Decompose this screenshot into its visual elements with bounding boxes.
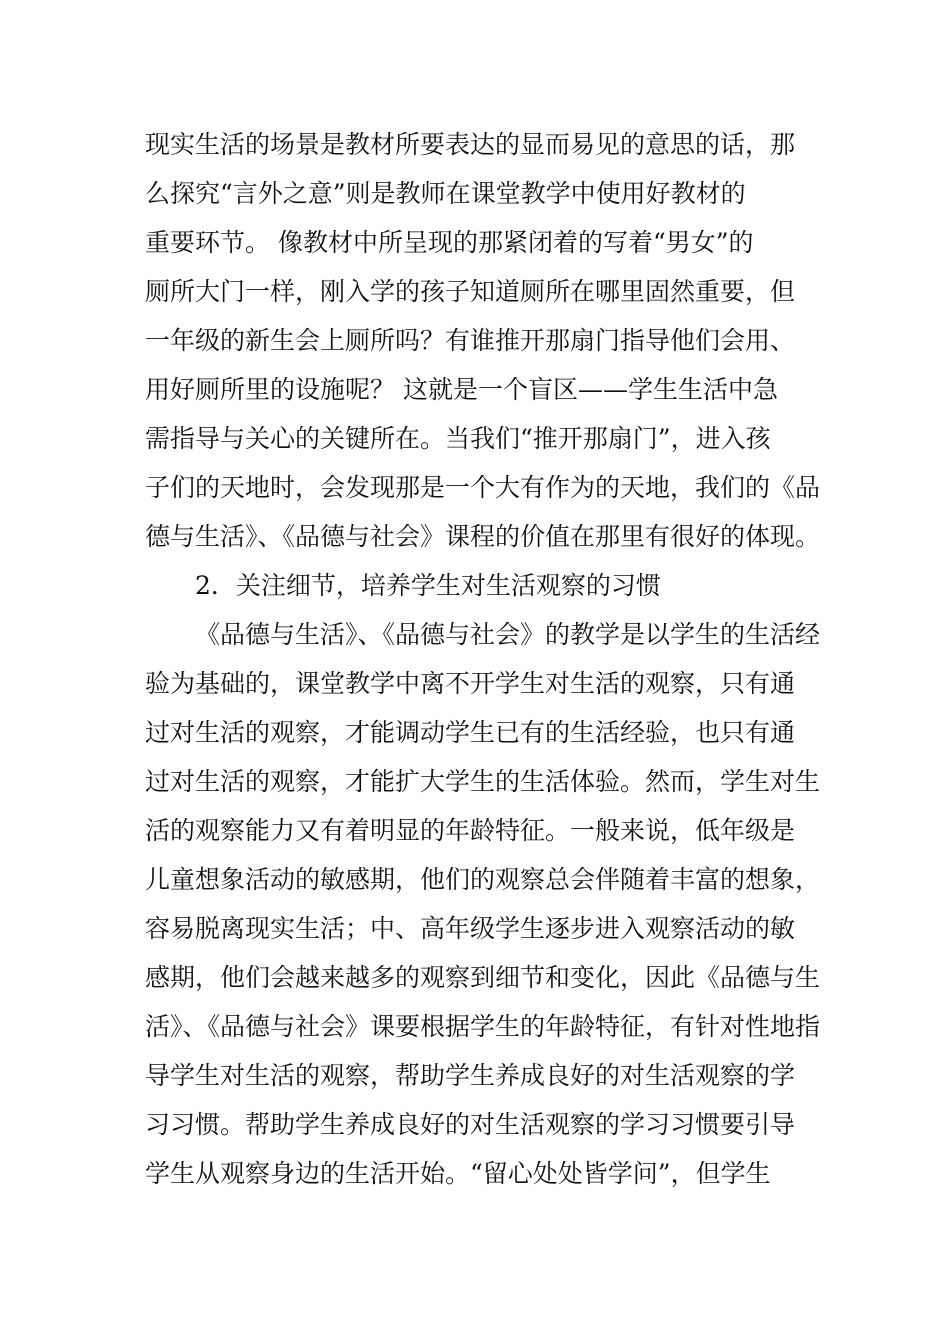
paragraph-line: 容易脱离现实生活；中、高年级学生逐步进入观察活动的敏: [145, 914, 796, 943]
paragraph-line: 活》、《品德与社会》课要根据学生的年龄特征，有针对性地指: [145, 1012, 821, 1041]
paragraph-line: 么探究“言外之意”则是教师在课堂教学中使用好教材的: [145, 179, 746, 208]
paragraph-line: 《品德与生活》、《品德与社会》的教学是以学生的生活经: [195, 620, 821, 649]
paragraph-line: 需指导与关心的关键所在。当我们“推开那扇门”，进入孩: [145, 424, 771, 453]
paragraph-line: 导学生对生活的观察，帮助学生养成良好的对生活观察的学: [145, 1061, 796, 1090]
paragraph-line: 重要环节。 像教材中所呈现的那紧闭着的写着“男女”的: [145, 228, 754, 257]
paragraph-line: 活的观察能力又有着明显的年龄特征。一般来说，低年级是: [145, 816, 796, 845]
paragraph-line: 习习惯。帮助学生养成良好的对生活观察的学习习惯要引导: [145, 1110, 796, 1139]
section-heading: 2．关注细节，培养学生对生活观察的习惯: [195, 571, 661, 600]
paragraph-line: 子们的天地时，会发现那是一个大有作为的天地，我们的《品: [145, 473, 821, 502]
paragraph-line: 现实生活的场景是教材所要表达的显而易见的意思的话，那: [145, 130, 796, 159]
paragraph-line: 儿童想象活动的敏感期，他们的观察总会伴随着丰富的想象，: [145, 865, 821, 894]
paragraph-line: 过对生活的观察，才能调动学生已有的生活经验，也只有通: [145, 718, 796, 747]
paragraph-line: 感期，他们会越来越多的观察到细节和变化，因此《品德与生: [145, 963, 821, 992]
paragraph-line: 验为基础的，课堂教学中离不开学生对生活的观察，只有通: [145, 669, 796, 698]
paragraph-line: 一年级的新生会上厕所吗？有谁推开那扇门指导他们会用、: [145, 326, 796, 355]
paragraph-line: 学生从观察身边的生活开始。“留心处处皆学问”，但学生: [145, 1159, 771, 1188]
paragraph-line: 过对生活的观察，才能扩大学生的生活体验。然而，学生对生: [145, 767, 821, 796]
paragraph-line: 德与生活》、《品德与社会》课程的价值在那里有很好的体现。: [145, 522, 821, 551]
paragraph-line: 用好厕所里的设施呢？ 这就是一个盲区——学生生活中急: [145, 375, 778, 404]
paragraph-line: 厕所大门一样，刚入学的孩子知道厕所在哪里固然重要，但: [145, 277, 796, 306]
